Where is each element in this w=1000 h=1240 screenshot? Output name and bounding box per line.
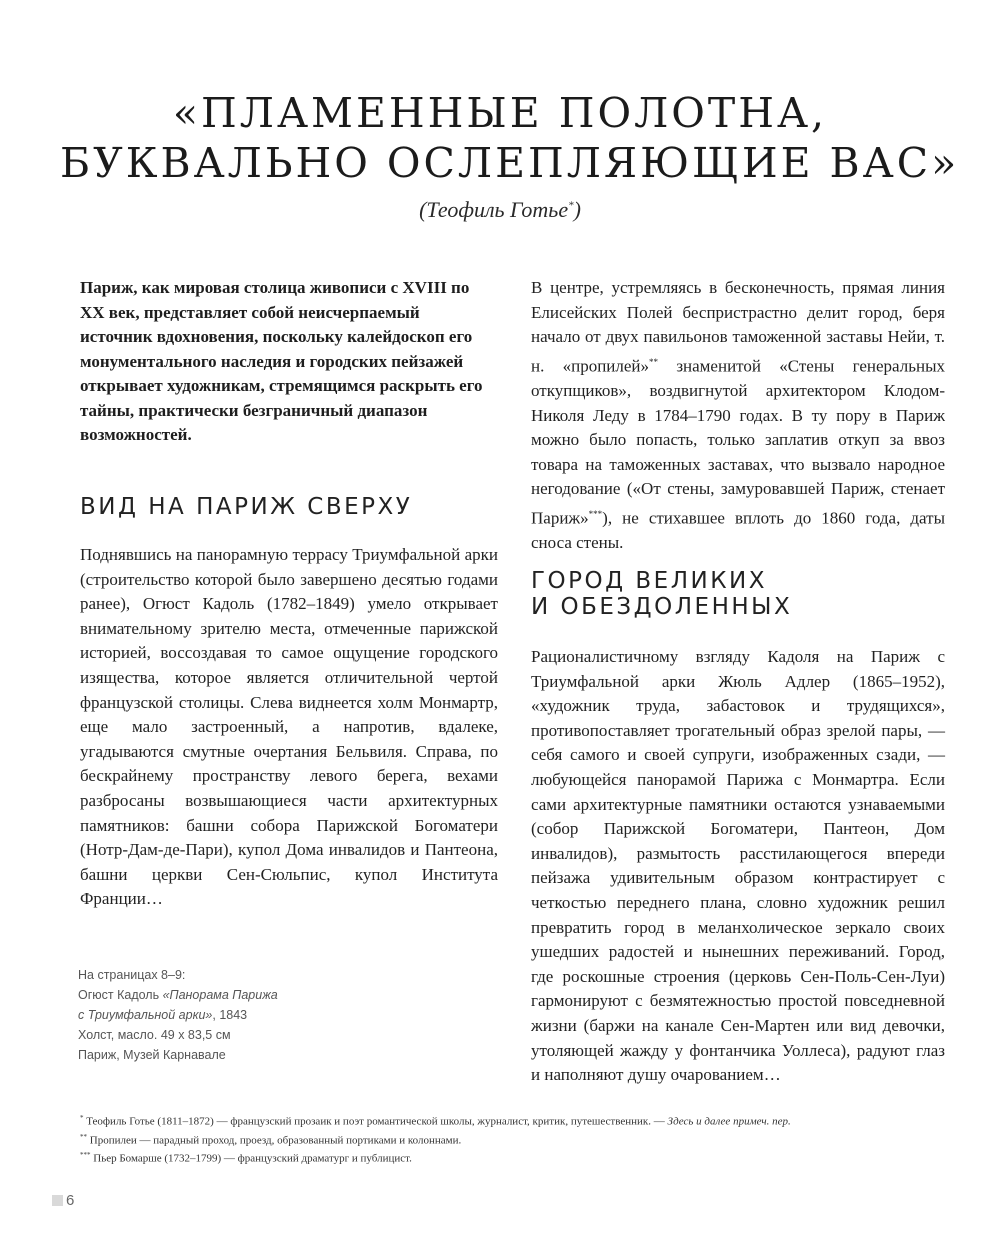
lead-paragraph: Париж, как мировая столица живописи с XVIII по XX век, представляет собой неисчерпаемый источник вдохновения, поскольку калейдоскоп его монументального наследия и городских пейзажей открывает художникам, стремящимся раскрыть его тайны, практически безграничный диапазон возможностей. (80, 278, 483, 444)
attribution-close: ) (573, 197, 581, 222)
caption-artist: Огюст Кадоль (78, 988, 163, 1002)
footnote-mark-3: *** (588, 509, 603, 519)
section-heading-line-1: ГОРОД ВЕЛИКИХ (531, 568, 767, 594)
section-heading-view-from-above: ВИД НА ПАРИЖ СВЕРХУ (80, 494, 413, 520)
attribution-text: (Теофиль Готье (419, 197, 569, 222)
caption-line-1: На страницах 8–9: (78, 968, 186, 982)
footnote-text: Теофиль Готье (1811–1872) — французский прозаик и поэт романтической школы, журналист, критик, путешественник. — (83, 1115, 668, 1128)
footnote-text: Пьер Бомарше (1732–1799) — французский драматург и публицист. (90, 1152, 412, 1165)
footnote-item (80, 1111, 960, 1130)
page-title-line-1: «ПЛАМЕННЫЕ ПОЛОТНА, (172, 89, 828, 137)
section-paragraph-city-of-great: Рационалистичному взгляду Кадоля на Париж с Триумфальной арки Жюль Адлер (1865–1952), «художник труда, забастовок и трудящихся», противопоставляет трогательный образ зрелой пары, — себя самого и своей супруги, изображенных сзади, — любующейся панорамой Парижа с Монмартра. Если сами архитектурные памятники остаются узнаваемыми (собор Парижской Богоматери, Пантеон, Дом инвалидов), размытость расстилающегося впереди пейзажа удивительным образом контрастирует с четкостью переднего плана, словно художник решил превратить город в меланхолическое зеркало своих ушедших радостей и нынешних переживаний. Город, где роскошные строения (церковь Сен-Поль-Сен-Луи) гармонируют с безмятежностью простой повседневной жизни (баржи на канале Сен-Мартен или вид девочки, утоляющей жажду у фонтанчика Уоллеса), радуют глаз и наполняют душу очарованием… (531, 647, 945, 1085)
caption-line-3 (78, 1005, 338, 1025)
page-number-text: 6 (66, 1192, 75, 1209)
footnote-mark: ** (80, 1132, 87, 1141)
caption-year: , 1843 (212, 1008, 248, 1022)
page-title (60, 88, 960, 188)
section-heading-line-2: И ОБЕЗДОЛЕННЫХ (531, 594, 793, 620)
footnote-note: Здесь и далее примеч. пер. (667, 1115, 791, 1128)
paragraph-champs-elysees (531, 276, 945, 556)
caption-line-5: Париж, Музей Карнавале (78, 1048, 226, 1062)
attribution-footnote-mark: * (568, 199, 574, 212)
footnote-item (80, 1148, 960, 1167)
paragraph-part-3: ), не стихавшее вплоть до 1860 года, даты сноса стены. (531, 508, 945, 553)
footnote-item (80, 1130, 960, 1149)
quote-attribution (0, 197, 1000, 223)
caption-artwork-title-1: «Панорама Парижа (162, 988, 278, 1002)
footnote-text: Пропилеи — парадный проход, проезд, образованный портиками и колоннами. (87, 1134, 462, 1147)
page-number (52, 1192, 75, 1209)
section-heading-city-of-great (531, 568, 943, 620)
paragraph-part-1: В центре, устремляясь в бесконечность, прямая линия Елисейских Полей беспристрастно делит город, беря начало от двух павильонов таможенной заставы Нейи, т. н. «пропилей» (531, 278, 945, 376)
caption-line-2 (78, 985, 338, 1005)
section-paragraph-view-from-above: Поднявшись на панорамную террасу Триумфальной арки (строительство которой было завершено десятью годами ранее), Огюст Кадоль (1782–1849) умело открывает внимательному зрителю места, отмеченные парижской историей, воссоздавая то самое ощущение городского изящества, которое является отличительной чертой французской столицы. Слева виднеется холм Монмартр, еще мало застроенный, а напротив, вдалеке, угадываются смутные очертания Бельвиля. Справа, по бескрайнему пространству левого берега, вехами разбросаны возвышающиеся части архитектурных памятников: башни собора Парижской Богоматери (Нотр-Дам-де-Пари), купол Дома инвалидов и Пантеона, башни церкви Сен-Сюльпис, купол Института Франции… (80, 545, 498, 909)
footnote-mark: *** (80, 1151, 91, 1160)
footnote-mark-2: ** (649, 356, 659, 367)
caption-line-4: Холст, масло. 49 х 83,5 см (78, 1028, 231, 1042)
footnotes (80, 1111, 960, 1167)
page-title-line-2: БУКВАЛЬНО ОСЛЕПЛЯЮЩИЕ ВАС» (60, 139, 960, 188)
footnote-mark: * (80, 1114, 84, 1122)
image-caption (78, 965, 338, 1065)
caption-artwork-title-2: с Триумфальной арки» (78, 1008, 213, 1022)
paragraph-part-2: знаменитой «Стены генеральных откупщиков», воздвигнутой архитектором Клодом-Николя Леду в 1784–1790 годах. В ту пору в Париж можно было попасть, только заплатив откуп за ввоз товара на таможенных заставах, что вызвало народное негодование («От стены, замуровавшей Париж, стенает Париж» (531, 356, 945, 528)
